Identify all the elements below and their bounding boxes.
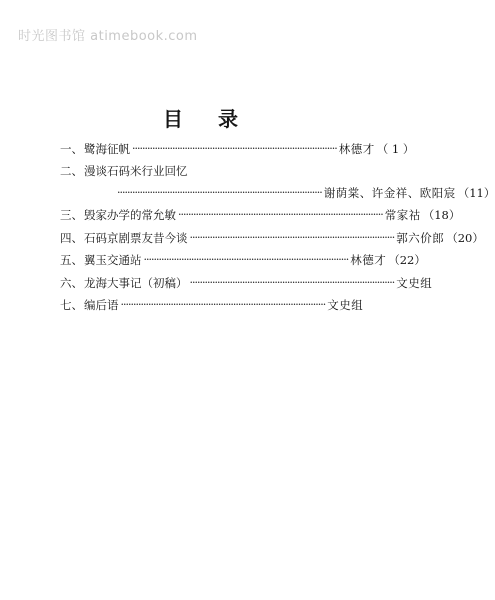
toc-entry-author: 林德才	[350, 253, 387, 267]
toc-entry-number: 四、	[60, 231, 83, 245]
toc-entry-4	[60, 229, 484, 247]
toc-entry-number: 七、	[60, 298, 83, 312]
toc-entry-number: 二、	[60, 164, 83, 178]
toc-entry-title: 编后语	[84, 298, 119, 312]
watermark-text: 时光图书馆 atimebook.com	[18, 29, 198, 44]
leader-dots: ··················································································	[189, 231, 395, 244]
leader-dots: ··················································································	[117, 186, 322, 199]
toc-entry-page: （20）	[446, 231, 484, 245]
toc-entry-page: （ 1 ）	[376, 142, 415, 156]
toc-entry-page: （11）	[457, 186, 495, 200]
toc-entry-1	[60, 140, 415, 158]
toc-entry-title: 鹭海征帆	[84, 142, 130, 156]
toc-entry-title: 漫谈石码米行业回忆	[84, 164, 188, 178]
leader-dots: ··················································································	[178, 208, 383, 221]
page-title: 目 录	[163, 107, 252, 131]
toc-entry-3	[60, 206, 461, 224]
toc-entry-page: （22）	[388, 253, 426, 267]
toc-entry-author: 常家祜	[384, 208, 421, 222]
toc-entry-title: 毁家办学的常允敏	[84, 208, 176, 222]
toc-entry-author: 文史组	[396, 276, 433, 290]
toc-entry-number: 五、	[60, 253, 83, 267]
leader-dots: ··················································································	[189, 276, 395, 289]
toc-entry-author: 郭六价郎	[396, 231, 445, 245]
toc-entry-2	[60, 162, 360, 180]
toc-entry-number: 一、	[60, 142, 83, 156]
leader-dots: ··················································································	[120, 298, 326, 311]
toc-entry-author: 文史组	[327, 298, 364, 312]
leader-dots: ··················································································	[143, 253, 349, 266]
toc-entry-7	[60, 296, 364, 314]
toc-entry-author: 林德才	[338, 142, 375, 156]
toc-entry-number: 六、	[60, 276, 83, 290]
toc-entry-title: 龙海大事记（初稿）	[84, 276, 188, 290]
toc-entry-6	[60, 274, 433, 292]
toc-entry-title: 翼玉交通站	[84, 253, 142, 267]
toc-entry-title: 石码京剧票友昔今谈	[84, 231, 188, 245]
toc-entry-5	[60, 251, 426, 269]
toc-entry-2-continuation	[60, 184, 495, 202]
toc-entry-page: （18）	[422, 208, 461, 222]
toc-entry-number: 三、	[60, 208, 83, 222]
leader-dots: ··················································································	[132, 142, 337, 155]
toc-entry-author: 谢荫棠、许金祥、欧阳宸	[323, 186, 456, 200]
